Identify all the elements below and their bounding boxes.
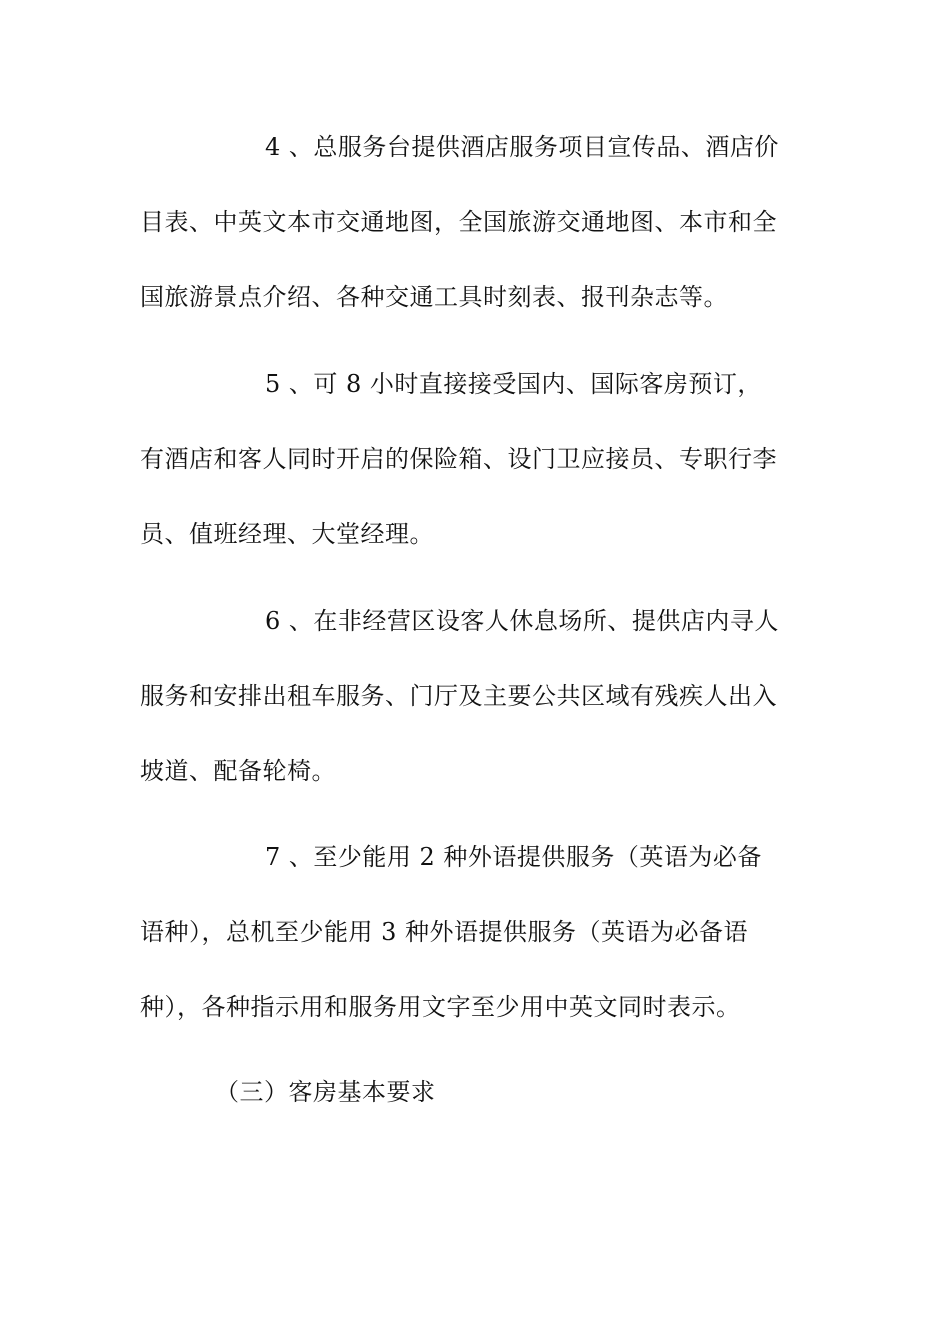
paragraph-7-line-2: 语种），总机至少能用 3 种外语提供服务（英语为必备语: [140, 918, 749, 946]
paragraph-6-line-3: 坡道、配备轮椅。: [140, 757, 336, 785]
paragraph-6-line-2: 服务和安排出租车服务、门厅及主要公共区域有残疾人出入: [140, 682, 777, 710]
paragraph-7-line-3: 种），各种指示用和服务用文字至少用中英文同时表示。: [140, 993, 741, 1021]
paragraph-4-line-2: 目表、中英文本市交通地图，全国旅游交通地图、本市和全: [140, 208, 777, 236]
paragraph-5-line-2: 有酒店和客人同时开启的保险箱、设门卫应接员、专职行李: [140, 445, 777, 473]
paragraph-6-line-1: 6 、在非经营区设客人休息场所、提供店内寻人: [265, 607, 779, 635]
section-heading: （三）客房基本要求: [215, 1078, 436, 1106]
paragraph-5-line-3: 员、值班经理、大堂经理。: [140, 520, 434, 548]
paragraph-4-line-3: 国旅游景点介绍、各种交通工具时刻表、报刊杂志等。: [140, 283, 728, 311]
paragraph-5-line-1: 5 、可 8 小时直接接受国内、国际客房预订，: [265, 370, 762, 398]
paragraph-4-line-1: 4 、总服务台提供酒店服务项目宣传品、酒店价: [265, 133, 779, 161]
paragraph-7-line-1: 7 、至少能用 2 种外语提供服务（英语为必备: [265, 843, 762, 871]
